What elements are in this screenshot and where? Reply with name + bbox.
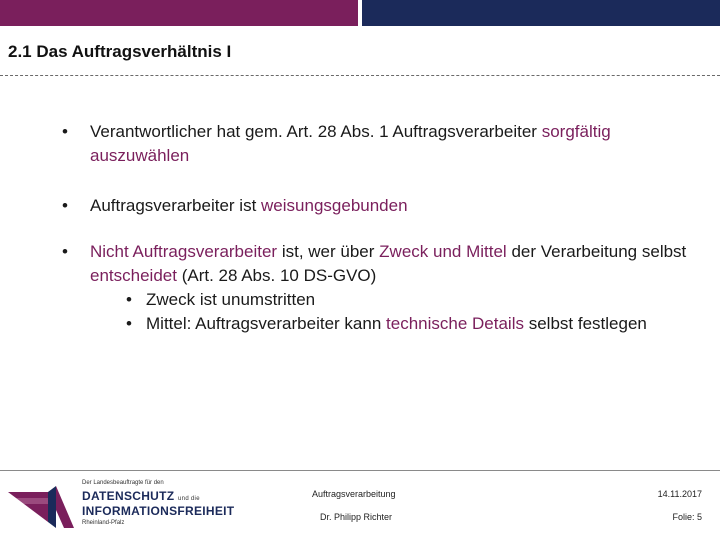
top-bar-purple-segment <box>0 0 358 26</box>
sub-bullet-text <box>146 312 676 336</box>
bullet-text-plain: Mittel: Auftragsverarbeiter kann <box>146 314 382 333</box>
sub-bullet-text: Zweck ist unumstritten <box>146 290 316 309</box>
logo-line-2-text: DATENSCHUTZ <box>82 489 175 503</box>
bullet-text-plain: selbst festlegen <box>528 314 647 333</box>
bullet-text-highlight: sorgfältig auszuwählen <box>90 122 611 165</box>
bullet-text-plain: Auftragsverarbeiter ist <box>90 196 257 215</box>
logo-line-1: Der Landesbeauftragte für den <box>82 480 164 486</box>
bullet-symbol: • <box>62 196 68 215</box>
slide-title: 2.1 Das Auftragsverhältnis I <box>8 42 232 61</box>
bullet-text-highlight: entscheidet <box>90 266 177 285</box>
bullet-item <box>62 194 680 218</box>
bullet-symbol: • <box>126 290 132 309</box>
top-bar-navy-segment <box>362 0 720 26</box>
footer-divider <box>0 470 720 471</box>
bullet-text-plain: ist, wer über <box>281 242 375 261</box>
bullet-symbol: • <box>62 122 68 141</box>
bullet-item <box>62 240 690 288</box>
bullet-text-plain: (Art. 28 Abs. 10 DS-GVO) <box>181 266 377 285</box>
bullet-text-plain: der Verarbeitung selbst <box>511 242 687 261</box>
sub-bullet-item <box>126 312 676 336</box>
logo-line-3: INFORMATIONSFREIHEIT <box>82 504 235 518</box>
lfdi-logo-icon <box>8 482 74 528</box>
bullet-text-highlight: weisungsgebunden <box>261 196 408 215</box>
logo-line-4: Rheinland-Pfalz <box>82 520 125 526</box>
bullet-text <box>90 120 680 168</box>
organization-logo <box>8 478 235 534</box>
bullet-symbol: • <box>126 314 132 333</box>
sub-bullet-item <box>126 288 686 312</box>
top-color-bar <box>0 0 720 26</box>
logo-line-2 <box>82 489 200 503</box>
bullet-text-highlight: technische Details <box>386 314 524 333</box>
bullet-symbol: • <box>62 242 68 261</box>
title-divider <box>0 75 720 76</box>
bullet-text <box>90 240 690 288</box>
bullet-item <box>62 120 680 168</box>
footer-author: Dr. Philipp Richter <box>320 512 393 522</box>
logo-line-2-suffix: und die <box>178 496 200 502</box>
bullet-text-highlight: Zweck und Mittel <box>379 242 507 261</box>
bullet-text-highlight: Nicht Auftragsverarbeiter <box>90 242 278 261</box>
bullet-text <box>90 194 680 218</box>
footer-slide-number: Folie: 5 <box>672 512 702 522</box>
bullet-text-plain: Verantwortlicher hat gem. Art. 28 Abs. 1 Auftragsverarbeiter <box>90 122 537 141</box>
footer-date: 14.11.2017 <box>657 489 702 499</box>
footer-topic: Auftragsverarbeitung <box>312 489 396 499</box>
